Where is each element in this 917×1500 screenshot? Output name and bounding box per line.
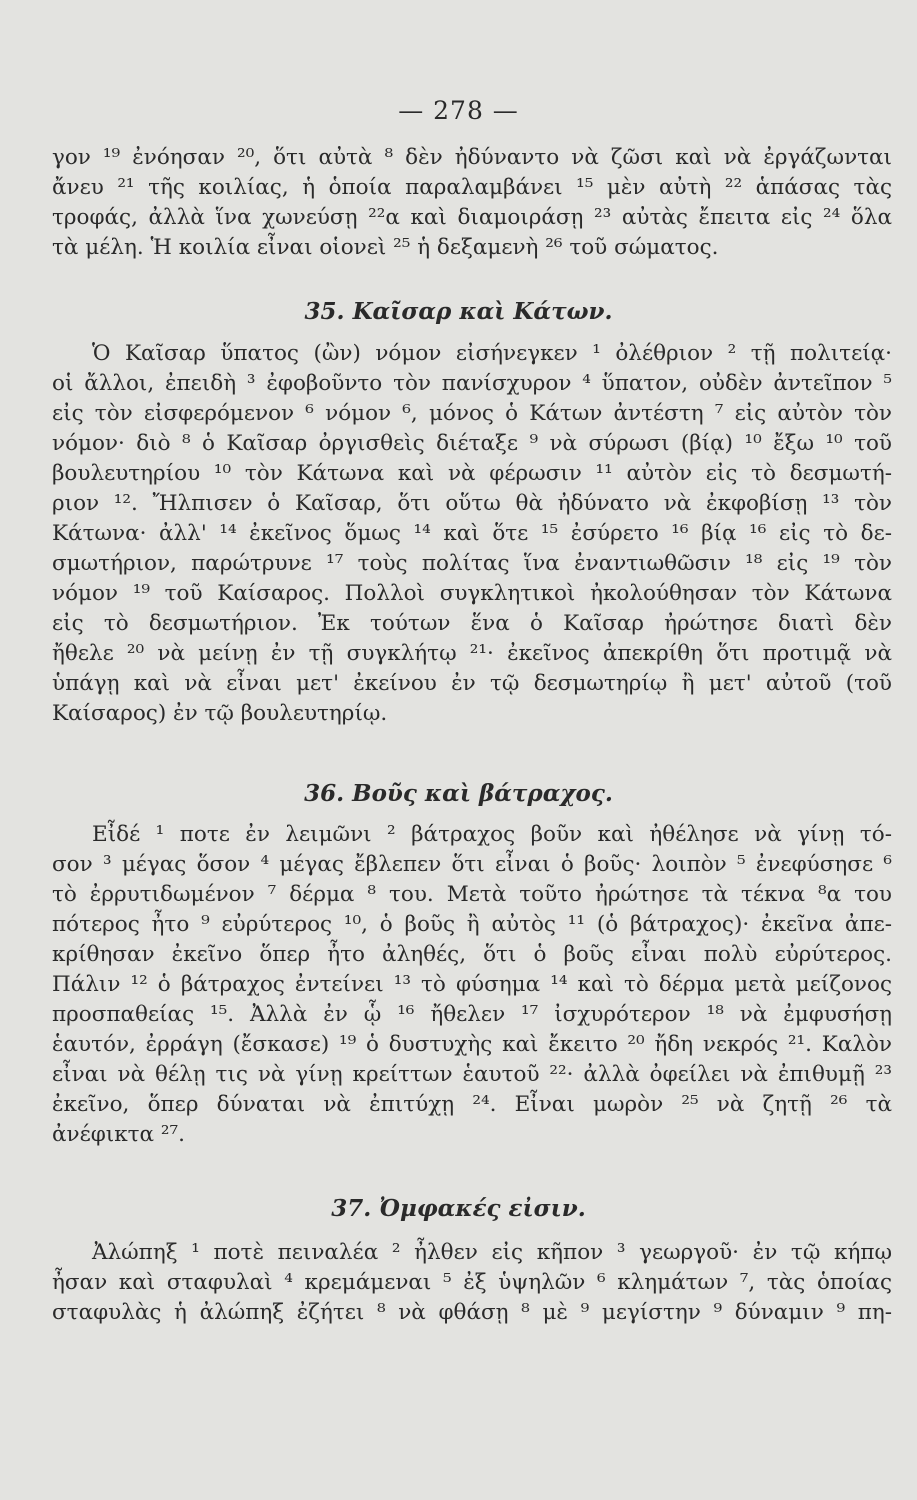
text-line: πότερος ἦτο ⁹ εὐρύτερος ¹⁰, ὁ βοῦς ἢ αὐτὸς ¹¹ (ὁ βάτραχος)· ἐκεῖνα ἀπε-: [52, 912, 892, 937]
text-line: εἰς τὸν εἰσφερόμενον ⁶ νόμον ⁶, μόνος ὁ Κάτων ἀντέστη ⁷ εἰς αὐτὸν τὸν: [52, 401, 892, 426]
text-line: νόμον· διὸ ⁸ ὁ Καῖσαρ ὀργισθεὶς διέταξε ⁹ νὰ σύρωσι (βίᾳ) ¹⁰ ἔξω ¹⁰ τοῦ: [52, 431, 892, 456]
text-line: Ὁ Καῖσαρ ὕπατος (ὢν) νόμον εἰσήνεγκεν ¹ ὀλέθριον ² τῇ πολιτείᾳ·: [92, 341, 892, 366]
text-line: βουλευτηρίου ¹⁰ τὸν Κάτωνα καὶ νὰ φέρωσιν ¹¹ αὐτὸν εἰς τὸ δεσμωτή-: [52, 461, 892, 486]
paragraph-37: [52, 1238, 892, 1328]
text-line: ἐκεῖνο, ὅπερ δύναται νὰ ἐπιτύχῃ ²⁴. Εἶναι μωρὸν ²⁵ νὰ ζητῇ ²⁶ τὰ: [52, 1092, 892, 1117]
text-line: Καίσαρος) ἐν τῷ βουλευτηρίῳ.: [52, 701, 388, 726]
text-line: Κάτωνα· ἀλλ' ¹⁴ ἐκεῖνος ὅμως ¹⁴ καὶ ὅτε ¹⁵ ἐσύρετο ¹⁶ βίᾳ ¹⁶ εἰς τὸ δε-: [52, 521, 892, 546]
text-line: εἶναι νὰ θέλῃ τις νὰ γίνῃ κρείττων ἑαυτοῦ ²²· ἀλλὰ ὀφείλει νὰ ἐπιθυμῇ ²³: [52, 1062, 892, 1087]
section-heading-37: 37. Ὀμφακές εἰσιν.: [331, 1195, 586, 1222]
paragraph-36: [52, 820, 892, 1150]
text-line: γον ¹⁹ ἐνόησαν ²⁰, ὅτι αὐτὰ ⁸ δὲν ἠδύναντο νὰ ζῶσι καὶ νὰ ἐργάζωνται: [52, 145, 892, 170]
text-line: οἱ ἄλλοι, ἐπειδὴ ³ ἐφοβοῦντο τὸν πανίσχυρον ⁴ ὕπατον, οὐδὲν ἀντεῖπον ⁵: [52, 371, 892, 396]
text-line: τὰ μέλη. Ἡ κοιλία εἶναι οἱονεὶ ²⁵ ἡ δεξαμενὴ ²⁶ τοῦ σώματος.: [52, 235, 719, 260]
section-heading-36: 36. Βοῦς καὶ βάτραχος.: [304, 780, 613, 807]
text-line: ἤθελε ²⁰ νὰ μείνῃ ἐν τῇ συγκλήτῳ ²¹· ἐκεῖνος ἀπεκρίθη ὅτι προτιμᾷ νὰ: [52, 641, 892, 666]
section-heading-35: 35. Καῖσαρ καὶ Κάτων.: [304, 298, 613, 325]
text-line: Εἶδέ ¹ ποτε ἐν λειμῶνι ² βάτραχος βοῦν καὶ ἠθέλησε νὰ γίνῃ τό-: [92, 822, 892, 847]
text-line: σταφυλὰς ἡ ἀλώπηξ ἐζήτει ⁸ νὰ φθάσῃ ⁸ μὲ ⁹ μεγίστην ⁹ δύναμιν ⁹ πη-: [52, 1300, 892, 1325]
text-line: κρίθησαν ἐκεῖνο ὅπερ ἦτο ἀληθές, ὅτι ὁ βοῦς εἶναι πολὺ εὐρύτερος.: [52, 942, 892, 967]
text-line: ἑαυτόν, ἐρράγη (ἔσκασε) ¹⁹ ὁ δυστυχὴς καὶ ἔκειτο ²⁰ ἤδη νεκρός ²¹. Καλὸν: [52, 1032, 892, 1057]
paragraph-1: [52, 143, 892, 263]
text-line: ριον ¹². Ἤλπισεν ὁ Καῖσαρ, ὅτι οὕτω θὰ ἠδύνατο νὰ ἐκφοβίσῃ ¹³ τὸν: [52, 491, 892, 516]
text-line: τροφάς, ἀλλὰ ἵνα χωνεύσῃ ²²α καὶ διαμοιράσῃ ²³ αὐτὰς ἔπειτα εἰς ²⁴ ὅλα: [52, 205, 892, 230]
text-line: Ἀλώπηξ ¹ ποτὲ πειναλέα ² ἦλθεν εἰς κῆπον ³ γεωργοῦ· ἐν τῷ κήπῳ: [92, 1240, 892, 1265]
text-line: νόμον ¹⁹ τοῦ Καίσαρος. Πολλοὶ συγκλητικοὶ ἠκολούθησαν τὸν Κάτωνα: [52, 581, 892, 606]
paragraph-35: [52, 339, 892, 729]
text-line: ἦσαν καὶ σταφυλαὶ ⁴ κρεμάμεναι ⁵ ἐξ ὑψηλῶν ⁶ κλημάτων ⁷, τὰς ὁποίας: [52, 1270, 892, 1295]
text-line: προσπαθείας ¹⁵. Ἀλλὰ ἐν ᾧ ¹⁶ ἤθελεν ¹⁷ ἰσχυρότερον ¹⁸ νὰ ἐμφυσήσῃ: [52, 1002, 892, 1027]
text-line: ὑπάγῃ καὶ νὰ εἶναι μετ' ἐκείνου ἐν τῷ δεσμωτηρίῳ ἢ μετ' αὐτοῦ (τοῦ: [52, 671, 892, 696]
text-line: ἄνευ ²¹ τῆς κοιλίας, ἡ ὁποία παραλαμβάνει ¹⁵ μὲν αὐτὴ ²² ἁπάσας τὰς: [52, 175, 892, 200]
text-line: ἀνέφικτα ²⁷.: [52, 1122, 185, 1147]
text-line: εἰς τὸ δεσμωτήριον. Ἐκ τούτων ἕνα ὁ Καῖσαρ ἠρώτησε διατὶ δὲν: [52, 611, 892, 636]
text-line: σμωτήριον, παρώτρυνε ¹⁷ τοὺς πολίτας ἵνα ἐναντιωθῶσιν ¹⁸ εἰς ¹⁹ τὸν: [52, 551, 892, 576]
page-number: — 278 —: [398, 96, 519, 125]
text-line: τὸ ἐρρυτιδωμένον ⁷ δέρμα ⁸ του. Μετὰ τοῦτο ἠρώτησε τὰ τέκνα ⁸α του: [52, 882, 892, 907]
text-line: σον ³ μέγας ὅσον ⁴ μέγας ἔβλεπεν ὅτι εἶναι ὁ βοῦς· λοιπὸν ⁵ ἐνεφύσησε ⁶: [52, 852, 892, 877]
text-line: Πάλιν ¹² ὁ βάτραχος ἐντείνει ¹³ τὸ φύσημα ¹⁴ καὶ τὸ δέρμα μετὰ μείζονος: [52, 972, 892, 997]
